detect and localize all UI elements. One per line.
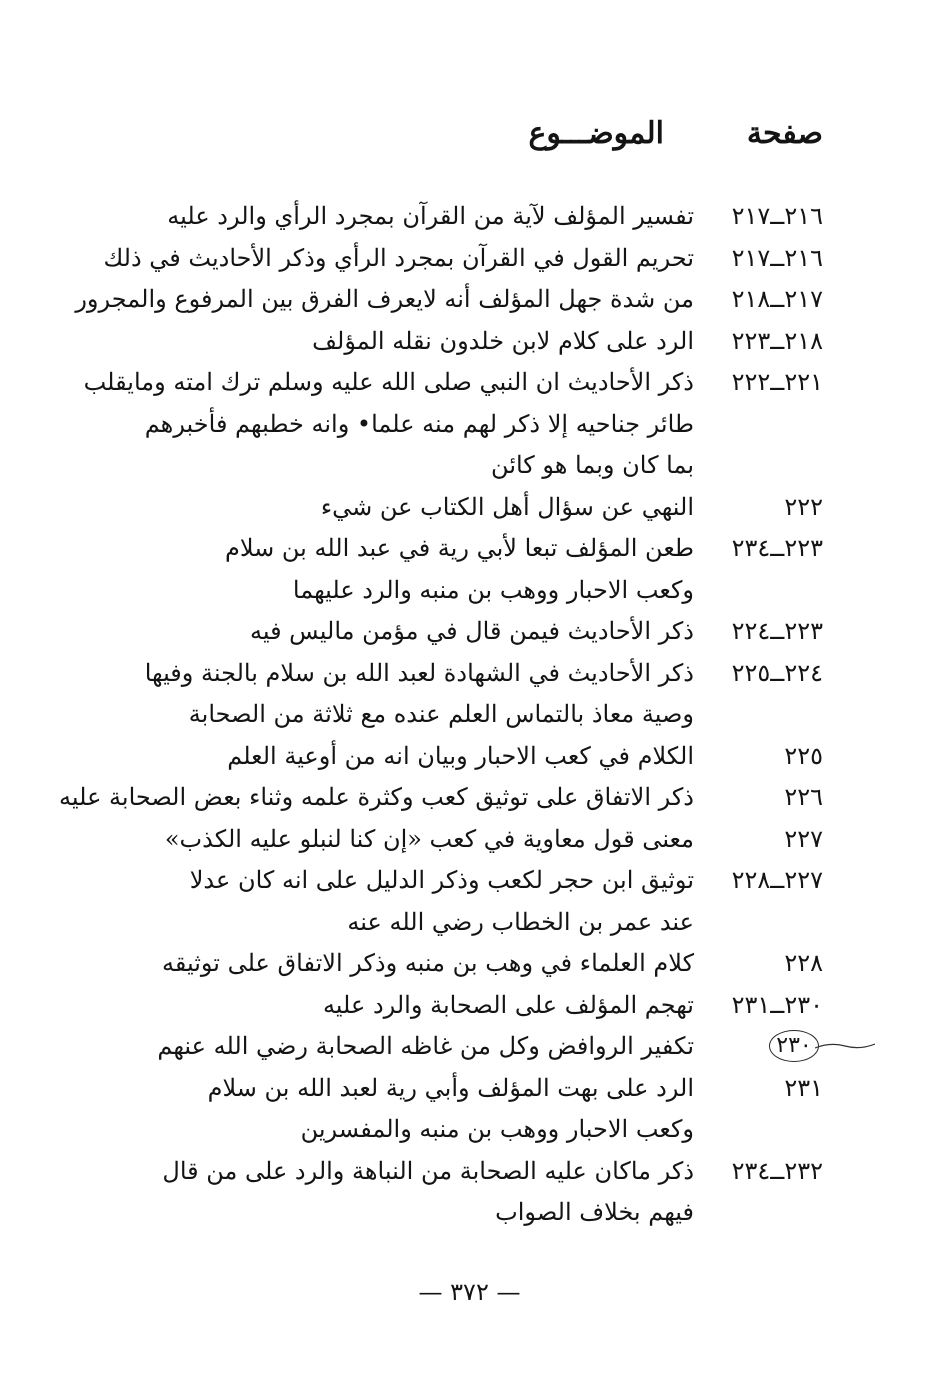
toc-entry [0,362,939,487]
toc-entry-line: من شدة جهل المؤلف أنه لايعرف الفرق بين المرفوع والمجرور [75,285,694,313]
toc-entry-pages: ٢٢٥ [784,741,823,770]
toc-entry-line: وكعب الاحبار ووهب بن منبه والمفسرين [300,1115,694,1143]
toc-entry-text [0,943,694,985]
toc-entry [0,1151,939,1234]
toc-entry-pages: ٢١٦ــ٢١٧ [731,202,823,230]
toc-entry-text [0,1151,694,1234]
toc-entry [0,321,939,363]
toc-entry-pages: ٢٣٠ــ٢٣١ [731,990,823,1019]
toc-entry-line: الكلام في كعب الاحبار وبيان انه من أوعية العلم [227,741,694,770]
toc-entry-line: عند عمر بن الخطاب رضي الله عنه [347,907,694,936]
toc-entry-line: ذكر الأحاديث ان النبي صلى الله عليه وسلم ترك امته ومايقلب [83,368,694,396]
toc-entry [0,777,939,819]
toc-entry-text [0,279,694,321]
toc-entry-pages: ٢٣٠ [769,1030,819,1062]
toc-entry [0,279,939,321]
toc-entry [0,943,939,985]
toc-entry-text [0,860,694,943]
toc-entry [0,736,939,778]
toc-entry-line: ذكر الأحاديث في الشهادة لعبد الله بن سلام بالجنة وفيها [144,658,694,687]
toc-entry-pages: ٢٢٣ــ٢٢٤ [731,617,823,645]
toc-entry [0,1026,939,1068]
toc-entry-pages: ٢٣١ [784,1073,823,1102]
toc-entry-line: معنى قول معاوية في كعب «إن كنا لنبلو عليه الكذب» [164,824,694,853]
toc-entry-line: ذكر الأحاديث فيمن قال في مؤمن ماليس فيه [249,617,694,645]
toc-entry-text [0,1026,694,1068]
toc-entry-text [0,653,694,736]
toc-entry-pages: ٢٣٢ــ٢٣٤ [731,1156,823,1185]
toc-entry-line: ذكر ماكان عليه الصحابة من النباهة والرد على من قال [162,1156,694,1185]
toc-entry-text [0,362,694,487]
toc-entry [0,860,939,943]
toc-entry [0,1068,939,1151]
toc-entry-text [0,1068,694,1151]
pen-mark-icon [815,1040,875,1052]
toc-entry-pages: ٢٢٤ــ٢٢٥ [731,658,823,687]
table-of-contents [0,196,939,1234]
toc-entry-line: ذكر الاتفاق على توثيق كعب وكثرة علمه وثناء بعض الصحابة عليه [59,783,694,811]
toc-entry-line: وصية معاذ بالتماس العلم عنده مع ثلاثة من الصحابة [188,700,694,728]
toc-entry-pages: ٢١٧ــ٢١٨ [731,285,823,313]
page-column-heading: صفحة [746,116,823,151]
toc-entry-line: الرد على كلام لابن خلدون نقله المؤلف [312,326,694,355]
toc-entry-line: تفسير المؤلف لآية من القرآن بمجرد الرأي والرد عليه [167,202,694,230]
toc-entry-line: توثيق ابن حجر لكعب وذكر الدليل على انه كان عدلا [189,866,694,894]
toc-entry-line: تهجم المؤلف على الصحابة والرد عليه [322,990,694,1019]
toc-entry-text [0,611,694,653]
toc-entry-text [0,196,694,238]
toc-entry-pages: ٢٢٨ [784,949,823,977]
toc-entry [0,238,939,280]
toc-entry-line: كلام العلماء في وهب بن منبه وذكر الاتفاق على توثيقه [161,949,694,977]
toc-entry-line: وكعب الاحبار ووهب بن منبه والرد عليهما [292,575,694,604]
toc-entry-pages: ٢٢٦ [784,783,823,811]
toc-entry-line: طائر جناحيه إلا ذكر لهم منه علما• وانه خطبهم فأخبرهم [144,409,694,438]
toc-entry-pages: ٢٢١ــ٢٢٢ [731,368,823,396]
toc-entry-text [0,819,694,861]
toc-entry-pages: ٢٢٧ [784,824,823,853]
toc-entry-text [0,321,694,363]
toc-entry-line: النهي عن سؤال أهل الكتاب عن شيء [320,492,694,521]
toc-entry [0,653,939,736]
toc-entry-pages: ٢٢٧ــ٢٢٨ [731,866,823,894]
toc-entry-line: تكفير الروافض وكل من غاظه الصحابة رضي الله عنهم [157,1032,694,1060]
toc-entry-text [0,736,694,778]
toc-entry [0,528,939,611]
toc-entry [0,196,939,238]
toc-entry [0,611,939,653]
toc-entry-text [0,528,694,611]
toc-entry-line: فيهم بخلاف الصواب [495,1198,694,1226]
toc-entry [0,819,939,861]
toc-entry-line: الرد على بهت المؤلف وأبي رية لعبد الله بن سلام [207,1073,694,1102]
toc-entry [0,487,939,529]
toc-entry-pages: ٢١٦ــ٢١٧ [731,243,823,272]
toc-entry-line: طعن المؤلف تبعا لأبي رية في عبد الله بن سلام [224,534,694,562]
toc-entry-pages: ٢٢٢ [784,492,823,521]
toc-entry-text [0,777,694,819]
toc-entry-text [0,487,694,529]
page-number: — ٣٧٢ — [418,1278,521,1306]
toc-entry-pages: ٢٢٣ــ٢٣٤ [731,534,823,562]
toc-entry-line: تحريم القول في القرآن بمجرد الرأي وذكر الأحاديث في ذلك [103,243,694,272]
toc-entry [0,985,939,1027]
toc-entry-line: بما كان وبما هو كائن [491,451,694,479]
toc-entry-pages: ٢١٨ــ٢٢٣ [731,326,823,355]
topic-column-heading: الموضـــوع [528,116,664,151]
toc-entry-text [0,238,694,280]
toc-header [0,108,939,158]
toc-entry-text [0,985,694,1027]
